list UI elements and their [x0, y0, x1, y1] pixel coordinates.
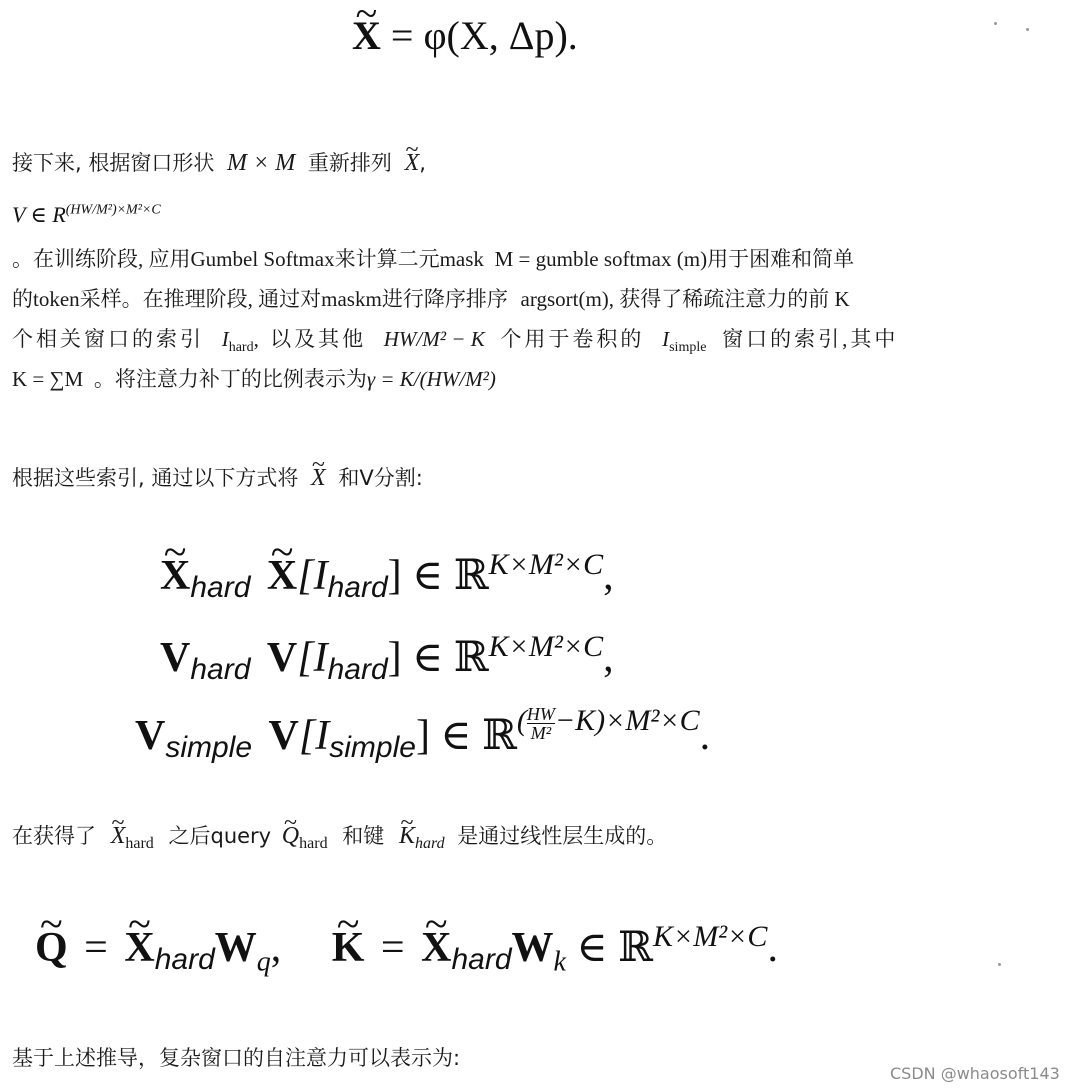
- x-tilde: ~ X: [124, 924, 154, 972]
- equation-v-hard: Vhard V[Ihard] ∈ ℝ$^{K\times M^2\times C}$,: [160, 630, 614, 686]
- text: 。将注意力补丁的比例表示为: [93, 367, 367, 391]
- text: 。在训练阶段, 应用Gumbel Softmax来计算二元mask: [12, 247, 484, 271]
- paragraph-self-attention: [12, 1046, 460, 1071]
- text: 基于上述推导，复杂窗口的自注意力可以表示为:: [12, 1046, 461, 1070]
- paragraph-indices: [12, 327, 898, 357]
- text: 在获得了: [12, 824, 96, 848]
- text: ,: [419, 151, 426, 175]
- equation-top: [352, 12, 578, 59]
- k-tilde: ~ K: [399, 822, 415, 851]
- q-tilde: ~ Q: [282, 822, 299, 851]
- text: 的token采样。在推理阶段, 通过对maskm进行降序排序: [12, 287, 508, 311]
- x-tilde: ~ X: [111, 822, 126, 851]
- k-tilde: ~ K: [332, 924, 365, 972]
- remaining-count: HW/M² − K: [383, 327, 485, 351]
- q-tilde: ~ Q: [35, 924, 68, 972]
- x-tilde: ~ X: [352, 12, 381, 59]
- v-definition: [12, 202, 161, 228]
- x-tilde: ~ X: [311, 464, 326, 493]
- stray-dot: [1026, 28, 1029, 31]
- v-superscript: (HW/M²)×M²×C: [65, 202, 161, 218]
- paragraph-split: [12, 464, 423, 493]
- text: 是通过线性层生成的。: [457, 824, 668, 848]
- x-tilde: ~ X: [267, 552, 297, 600]
- csdn-watermark: CSDN @whaosoft143: [890, 1064, 1060, 1083]
- text: 重新排列: [307, 151, 392, 175]
- text: 和V分割:: [338, 466, 423, 490]
- equation-qk: ~ Q = ~ XhardW$_q$, ~ K = ~ XhardW$_k$ ∈ ℝ$^{K\times M^2\times C}$.: [35, 920, 778, 978]
- i-hard: $I_{hard}$: [221, 327, 254, 356]
- stray-dot: [994, 22, 997, 25]
- text: , 以及其他: [253, 327, 367, 351]
- text: 用于困难和简单: [707, 247, 855, 271]
- paragraph-query-key: 在获得了 ~ $X_{hard}$ 之后query ~ $Q_{hard}$ 和键 ~ $K_{hard}$ 是通过线性层生成的。: [12, 822, 667, 853]
- v-in-r: V ∈ R: [12, 202, 66, 227]
- i-simple: $I_{simple}$: [662, 327, 707, 356]
- x-tilde: ~ X: [421, 924, 451, 972]
- mask-formula: M = gumble softmax (m): [494, 247, 708, 271]
- text: 和键: [342, 824, 385, 848]
- paragraph-training: [12, 247, 854, 272]
- equation-x-hard: ~ Xhard ~ X[Ihard] ∈ ℝ$^{K\times M^2\times C}$,: [160, 548, 614, 605]
- paragraph-inference: [12, 287, 850, 312]
- text: 之后query: [168, 824, 272, 848]
- gamma-formula: γ = K/(HW/M²): [366, 367, 496, 391]
- text: 接下来, 根据窗口形状: [12, 151, 215, 175]
- text: 窗口的索引,其中: [722, 327, 899, 351]
- text: 个用于卷积的: [500, 327, 645, 351]
- stray-dot: [998, 963, 1001, 966]
- k-sum: K = ∑M: [12, 367, 84, 391]
- window-shape: M × M: [227, 150, 296, 176]
- x-tilde: ~ X: [405, 149, 420, 178]
- text: 根据这些索引, 通过以下方式将: [12, 466, 299, 490]
- paragraph-ratio: [12, 367, 496, 392]
- equation-v-simple: Vsimple V[Isimple] ∈ ℝ$^{( \frac{HW}{\text{M²}} -K)\times M^2\times C}$.: [135, 703, 711, 764]
- equation-top-rhs: = φ(X, Δp).: [390, 13, 578, 58]
- argsort-formula: argsort(m): [520, 287, 609, 311]
- text: 个相关窗口的索引: [12, 327, 204, 351]
- text: , 获得了稀疏注意力的前 K: [608, 287, 850, 311]
- paragraph-rearrange: [12, 149, 426, 178]
